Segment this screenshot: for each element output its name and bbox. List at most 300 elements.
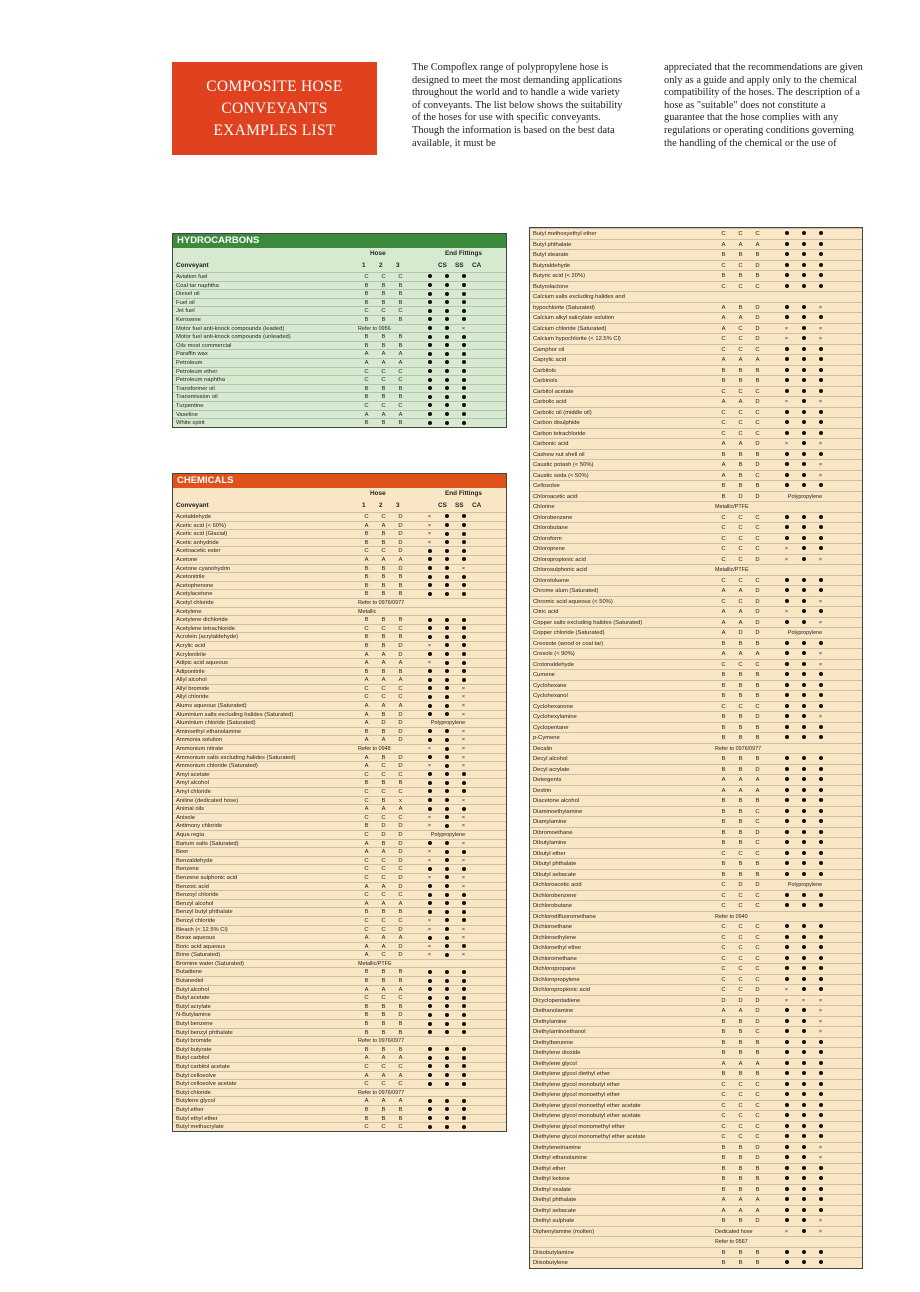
table-row (173, 856, 506, 865)
compatible-dot-icon (445, 729, 449, 733)
table-row (530, 743, 862, 754)
compatible-dot-icon (445, 704, 449, 708)
column-gap (409, 539, 421, 547)
compatible-dot-icon (819, 641, 823, 645)
column-gap (409, 316, 421, 324)
compatible-dot-icon (819, 1061, 823, 1065)
column-gap (766, 1132, 778, 1142)
fitting-rating-cell (778, 744, 795, 754)
hose-rating-cell: B (381, 642, 386, 649)
fitting-rating-cell (795, 670, 812, 680)
hose-rating-cell: C (738, 231, 743, 237)
column-gap (766, 597, 778, 607)
conveyant-name: Cellosolve (533, 483, 560, 489)
conveyant-name: Allyl chloride (176, 694, 209, 701)
hose-rating-cell: B (381, 1003, 386, 1010)
table-row (530, 848, 862, 859)
column-gap (409, 711, 421, 719)
conveyant-name: Dichloroethylene (533, 934, 577, 941)
hose-rating-cell: A (364, 351, 369, 358)
hose-rating-cell: C (398, 771, 403, 778)
fitting-rating-cell (421, 676, 438, 684)
hose-rating-cell: B (738, 724, 743, 731)
compatible-dot-icon (462, 557, 466, 561)
fitting-rating-cell: × (818, 325, 823, 332)
conveyant-name: Acetaldehyde (176, 514, 212, 520)
cs-header: CS (438, 502, 447, 509)
compatible-dot-icon (428, 360, 432, 364)
compatible-dot-icon (785, 683, 789, 687)
hose-rating-cell: B (721, 819, 726, 825)
table-row (530, 291, 862, 302)
fitting-rating-cell: × (427, 874, 432, 881)
fitting-rating-cell (421, 908, 438, 916)
fitting-rating-cell (778, 1090, 795, 1100)
conveyant-name: Diethylene glycol monobutyl ether acetate (533, 1113, 641, 1119)
conveyant-name: Butyl acetate (176, 995, 210, 1002)
table-row (173, 744, 506, 753)
compatible-dot-icon (445, 274, 449, 278)
chemicals-rows-left (173, 512, 506, 1131)
hose-rating-note: Refer to 0940 (715, 913, 748, 920)
hose-1-header: 1 (362, 502, 366, 509)
compatible-dot-icon (819, 252, 823, 256)
fitting-rating-cell (438, 299, 455, 307)
hose-rating-cell: C (381, 857, 386, 864)
column-gap (409, 282, 421, 290)
table-row (173, 864, 506, 873)
fitting-rating-cell (795, 943, 812, 953)
conveyant-name: Bromine water (Saturated) (176, 960, 244, 967)
fitting-rating-cell (778, 513, 795, 523)
column-gap (409, 676, 421, 684)
conveyant-name: Acetic acid (Glacial) (176, 531, 228, 538)
table-row (173, 967, 506, 976)
hose-rating-cell: B (398, 969, 403, 976)
hose-rating-cell: A (721, 357, 726, 363)
fitting-rating-cell: × (784, 336, 789, 342)
fitting-rating-cell (455, 530, 472, 538)
fitting-rating-cell (438, 1020, 455, 1028)
compatible-dot-icon (785, 1145, 789, 1149)
fitting-rating-cell (455, 616, 472, 624)
chemicals-column-headers (173, 488, 506, 512)
conveyant-name: Butyl ethyl ether (176, 1115, 218, 1122)
hose-rating-cell: D (398, 754, 403, 761)
hose-rating-cell: A (398, 900, 403, 907)
fitting-rating-cell (778, 429, 795, 439)
hose-rating-cell: B (738, 756, 743, 762)
fitting-rating-cell (795, 229, 812, 239)
table-row (173, 710, 506, 719)
fitting-rating-cell (795, 523, 812, 533)
fitting-rating-cell (795, 849, 812, 859)
fitting-rating-cell (421, 368, 438, 376)
hose-rating-cell: B (738, 735, 743, 741)
fitting-rating-cell (795, 786, 812, 796)
compatible-dot-icon (802, 273, 806, 277)
compatible-dot-icon (445, 789, 449, 793)
column-gap (409, 779, 421, 787)
hose-rating-cell: B (755, 724, 760, 731)
compatible-dot-icon (445, 661, 449, 665)
conveyant-name: Bleach (< 12.5% Cl) (176, 926, 228, 933)
hose-rating-cell: C (398, 694, 403, 701)
compatible-dot-icon (462, 1013, 466, 1017)
conveyant-name: Acetic acid (< 60%) (176, 522, 227, 529)
compatible-dot-icon (785, 357, 789, 361)
conveyant-name: Butyric acid (< 20%) (533, 273, 586, 279)
fitting-rating-cell (421, 651, 438, 659)
fitting-rating-cell: × (461, 728, 466, 735)
fitting-rating-cell (812, 355, 829, 365)
compatible-dot-icon (445, 944, 449, 948)
table-row (173, 572, 506, 581)
table-row (530, 228, 862, 239)
hose-rating-cell: D (398, 642, 403, 649)
column-gap (766, 261, 778, 271)
compatible-dot-icon (802, 399, 806, 403)
hose-rating-cell: B (721, 798, 726, 804)
hose-rating-cell: C (738, 1113, 743, 1119)
fitting-rating-cell (795, 555, 812, 565)
compatible-dot-icon (445, 1082, 449, 1086)
table-row (530, 869, 862, 880)
fitting-rating-cell (421, 1054, 438, 1062)
hose-rating-cell: B (738, 819, 743, 825)
table-row (173, 907, 506, 916)
fitting-rating-cell (421, 865, 438, 873)
compatible-dot-icon (802, 714, 806, 718)
fitting-rating-cell (438, 926, 455, 934)
fitting-rating-cell (795, 607, 812, 617)
fitting-rating-cell (812, 933, 829, 943)
hose-rating-cell: D (755, 598, 760, 605)
table-row (530, 617, 862, 628)
column-gap (409, 1097, 421, 1105)
hose-rating-cell: B (755, 1260, 760, 1266)
compatible-dot-icon (428, 1107, 432, 1111)
compatible-dot-icon (785, 903, 789, 907)
hose-rating-cell: C (738, 966, 743, 972)
conveyant-name: Benzyl alcohol (176, 900, 214, 907)
fitting-rating-cell (812, 418, 829, 428)
fitting-rating-cell (455, 273, 472, 281)
hose-rating-cell: A (381, 883, 386, 890)
compatible-dot-icon (819, 315, 823, 319)
fitting-rating-cell (421, 994, 438, 1002)
column-gap (409, 968, 421, 976)
compatible-dot-icon (428, 1047, 432, 1051)
conveyant-name: Acetyl chloride (176, 599, 214, 606)
hose-rating-cell: D (755, 766, 760, 773)
conveyant-name (530, 1237, 715, 1247)
column-gap (409, 728, 421, 736)
fitting-rating-cell (795, 1258, 812, 1268)
compatible-dot-icon (819, 966, 823, 970)
fitting-rating-cell (795, 292, 812, 302)
conveyant-name: Butyl methacrylate (176, 1124, 224, 1131)
compatible-dot-icon (802, 1082, 806, 1086)
compatible-dot-icon (428, 635, 432, 639)
hose-rating-cell: B (398, 1106, 403, 1113)
conveyant-header: Conveyant (176, 262, 209, 269)
conveyant-name: Diethyl ketone (533, 1176, 570, 1182)
hose-rating-cell: B (721, 756, 726, 762)
hose-rating-cell: B (721, 1260, 726, 1266)
column-gap (766, 481, 778, 491)
fitting-rating-cell (812, 975, 829, 985)
fitting-rating-cell (455, 282, 472, 290)
conveyant-name: Benzoyl chloride (176, 892, 219, 899)
fitting-rating-cell (455, 968, 472, 976)
fitting-rating-cell (455, 779, 472, 787)
hose-rating-cell: C (398, 308, 403, 315)
fitting-rating-cell (455, 848, 472, 856)
fitting-rating-cell (438, 840, 455, 848)
hose-rating-cell: A (755, 1207, 760, 1214)
conveyant-name: Chloropropionic acid (533, 556, 586, 563)
column-gap (409, 522, 421, 530)
hose-rating-cell: A (398, 411, 403, 418)
compatible-dot-icon (428, 841, 432, 845)
hose-rating-cell: B (364, 334, 369, 341)
conveyant-name: Benzoic acid (176, 883, 209, 890)
column-gap (409, 874, 421, 882)
hose-rating-cell: C (364, 814, 369, 821)
title-line-1: COMPOSITE HOSE (206, 77, 343, 95)
compatible-dot-icon (802, 672, 806, 676)
compatible-dot-icon (445, 360, 449, 364)
compatible-dot-icon (445, 798, 449, 802)
conveyant-name: Petroleum (176, 359, 203, 366)
hose-rating-cell: C (721, 409, 726, 416)
hose-rating-cell: B (381, 668, 386, 675)
compatible-dot-icon (802, 326, 806, 330)
compatible-dot-icon (785, 1260, 789, 1264)
fitting-rating-cell (812, 912, 829, 922)
hose-rating-cell: C (755, 976, 760, 983)
hose-rating-cell: C (381, 1081, 386, 1088)
fitting-rating-cell (795, 1227, 812, 1237)
compatible-dot-icon (802, 378, 806, 382)
column-gap (766, 849, 778, 859)
hose-rating-cell: A (738, 1008, 743, 1014)
hose-rating-cell: A (381, 660, 386, 667)
column-gap (409, 668, 421, 676)
fitting-rating-cell (812, 1237, 829, 1247)
hose-rating-cell: C (755, 472, 760, 479)
fitting-rating-cell (795, 712, 812, 722)
compatible-dot-icon (785, 956, 789, 960)
compatible-dot-icon (802, 1071, 806, 1075)
hose-rating-cell: A (721, 462, 726, 468)
fitting-rating-cell (455, 900, 472, 908)
fitting-rating-cell (438, 530, 455, 538)
compatible-dot-icon (802, 410, 806, 414)
hose-rating-cell: C (381, 892, 386, 899)
fitting-rating-cell: × (461, 935, 466, 942)
hose-rating-cell: A (364, 522, 369, 529)
fitting-rating-cell (812, 387, 829, 397)
hose-rating-cell: C (381, 789, 386, 795)
compatible-dot-icon (445, 643, 449, 647)
fitting-rating-cell (438, 865, 455, 873)
compatible-dot-icon (462, 523, 466, 527)
compatible-dot-icon (462, 979, 466, 983)
fitting-rating-cell (795, 597, 812, 607)
fitting-rating-cell (455, 676, 472, 684)
compatible-dot-icon (445, 540, 449, 544)
fitting-rating-cell (795, 1048, 812, 1058)
hose-rating-cell: D (738, 997, 743, 1004)
compatible-dot-icon (445, 369, 449, 373)
compatible-dot-icon (785, 1176, 789, 1180)
compatible-dot-icon (819, 1166, 823, 1170)
table-row (530, 638, 862, 649)
hose-2-header: 2 (379, 262, 383, 269)
fitting-rating-cell (421, 1097, 438, 1105)
fitting-rating-cell (438, 402, 455, 410)
fitting-rating-cell (778, 912, 795, 922)
hose-rating-cell: A (364, 660, 369, 667)
column-gap (766, 712, 778, 722)
fitting-rating-cell (795, 828, 812, 838)
fitting-rating-cell (795, 1027, 812, 1037)
compatible-dot-icon (445, 1107, 449, 1111)
table-row (173, 675, 506, 684)
fitting-rating-cell (812, 1122, 829, 1132)
column-gap (409, 814, 421, 822)
table-row (530, 816, 862, 827)
hose-rating-cell: B (381, 420, 386, 427)
fitting-rating-cell (455, 788, 472, 796)
hose-rating-cell: C (738, 420, 743, 426)
fitting-rating-cell (421, 1029, 438, 1037)
hose-rating-note: Dedicated hose (715, 1228, 753, 1235)
compatible-dot-icon (819, 851, 823, 855)
fitting-rating-cell (795, 1216, 812, 1226)
compatible-dot-icon (445, 901, 449, 905)
compatible-dot-icon (445, 858, 449, 862)
fitting-rating-cell (438, 290, 455, 298)
table-row (530, 1152, 862, 1163)
hose-rating-cell: D (755, 1144, 760, 1151)
compatible-dot-icon (802, 683, 806, 687)
compatible-dot-icon (785, 1187, 789, 1191)
compatible-dot-icon (428, 592, 432, 596)
column-gap (409, 350, 421, 358)
fitting-rating-cell (778, 712, 795, 722)
conveyant-name: Diethyl phthalate (533, 1197, 577, 1203)
compatible-dot-icon (445, 583, 449, 587)
conveyant-name: Dichloropropane (533, 966, 576, 972)
compatible-dot-icon (802, 756, 806, 760)
fitting-rating-cell: × (801, 997, 806, 1004)
table-row (173, 821, 506, 830)
hose-rating-cell: C (755, 934, 760, 941)
column-gap (409, 762, 421, 770)
compatible-dot-icon (428, 686, 432, 690)
conveyant-name: Anisole (176, 814, 196, 821)
fitting-rating-cell (778, 796, 795, 806)
hose-rating-cell: C (738, 924, 743, 930)
table-row (173, 1122, 506, 1131)
conveyant-name: Amyl chloride (176, 789, 211, 795)
compatible-dot-icon (819, 1071, 823, 1075)
conveyant-name: Calcium hypochlorite (< 12.5% Cl) (533, 336, 621, 342)
fitting-rating-cell (438, 659, 455, 667)
table-row (530, 858, 862, 869)
hose-rating-cell: A (721, 399, 726, 405)
compatible-dot-icon (819, 1250, 823, 1254)
fitting-rating-cell (455, 333, 472, 341)
table-row (173, 306, 506, 315)
fitting-rating-cell: × (818, 336, 823, 342)
table-row (530, 900, 862, 911)
fitting-rating-cell (778, 807, 795, 817)
fitting-rating-cell (455, 393, 472, 401)
fitting-rating-cell (438, 590, 455, 598)
compatible-dot-icon (802, 557, 806, 561)
fitting-rating-cell: × (818, 598, 823, 605)
compatible-dot-icon (462, 987, 466, 991)
hose-rating-cell: D (398, 737, 403, 744)
fitting-rating-cell (455, 668, 472, 676)
conveyant-name: Diethylbenzene (533, 1039, 573, 1046)
fitting-rating-cell (812, 282, 829, 292)
conveyant-name: Dibutyl sebacate (533, 871, 576, 878)
table-row (173, 839, 506, 848)
conveyant-name: Vaseline (176, 411, 198, 418)
fitting-rating-cell (812, 670, 829, 680)
compatible-dot-icon (819, 609, 823, 613)
column-gap (409, 891, 421, 899)
table-row (530, 354, 862, 365)
hose-rating-cell: B (738, 1039, 743, 1046)
fitting-rating-cell (421, 385, 438, 393)
hose-rating-cell: A (364, 711, 369, 718)
table-row (530, 543, 862, 554)
column-gap (409, 788, 421, 796)
compatible-dot-icon (819, 1040, 823, 1044)
column-gap (766, 271, 778, 281)
fitting-rating-cell (778, 901, 795, 911)
compatible-dot-icon (785, 924, 789, 928)
conveyant-name: Acetylene tetrachloride (176, 625, 235, 632)
fitting-rating-cell (455, 659, 472, 667)
conveyant-name: Acetoacetic ester (176, 548, 221, 555)
hose-rating-cell: A (738, 651, 743, 657)
conveyant-name: Paraffin wax (176, 351, 208, 358)
hose-rating-cell: A (738, 609, 743, 615)
hose-rating-cell: C (381, 1124, 386, 1131)
fitting-rating-cell: × (818, 1029, 823, 1035)
fitting-rating-cell (455, 573, 472, 581)
fitting-rating-cell (812, 1069, 829, 1079)
conveyant-name: Diethylene glycol monomethyl ether (533, 1123, 625, 1130)
hose-rating-cell: C (721, 346, 726, 353)
fitting-rating-cell (795, 1153, 812, 1163)
hose-rating-cell: C (738, 1092, 743, 1098)
compatible-dot-icon (445, 523, 449, 527)
compatible-dot-icon (428, 704, 432, 708)
hose-rating-cell: C (755, 546, 760, 552)
fitting-rating-cell (812, 985, 829, 995)
hose-rating-cell: A (738, 777, 743, 783)
conveyant-name: Decyl acrylate (533, 766, 570, 773)
fitting-rating-cell (812, 775, 829, 785)
